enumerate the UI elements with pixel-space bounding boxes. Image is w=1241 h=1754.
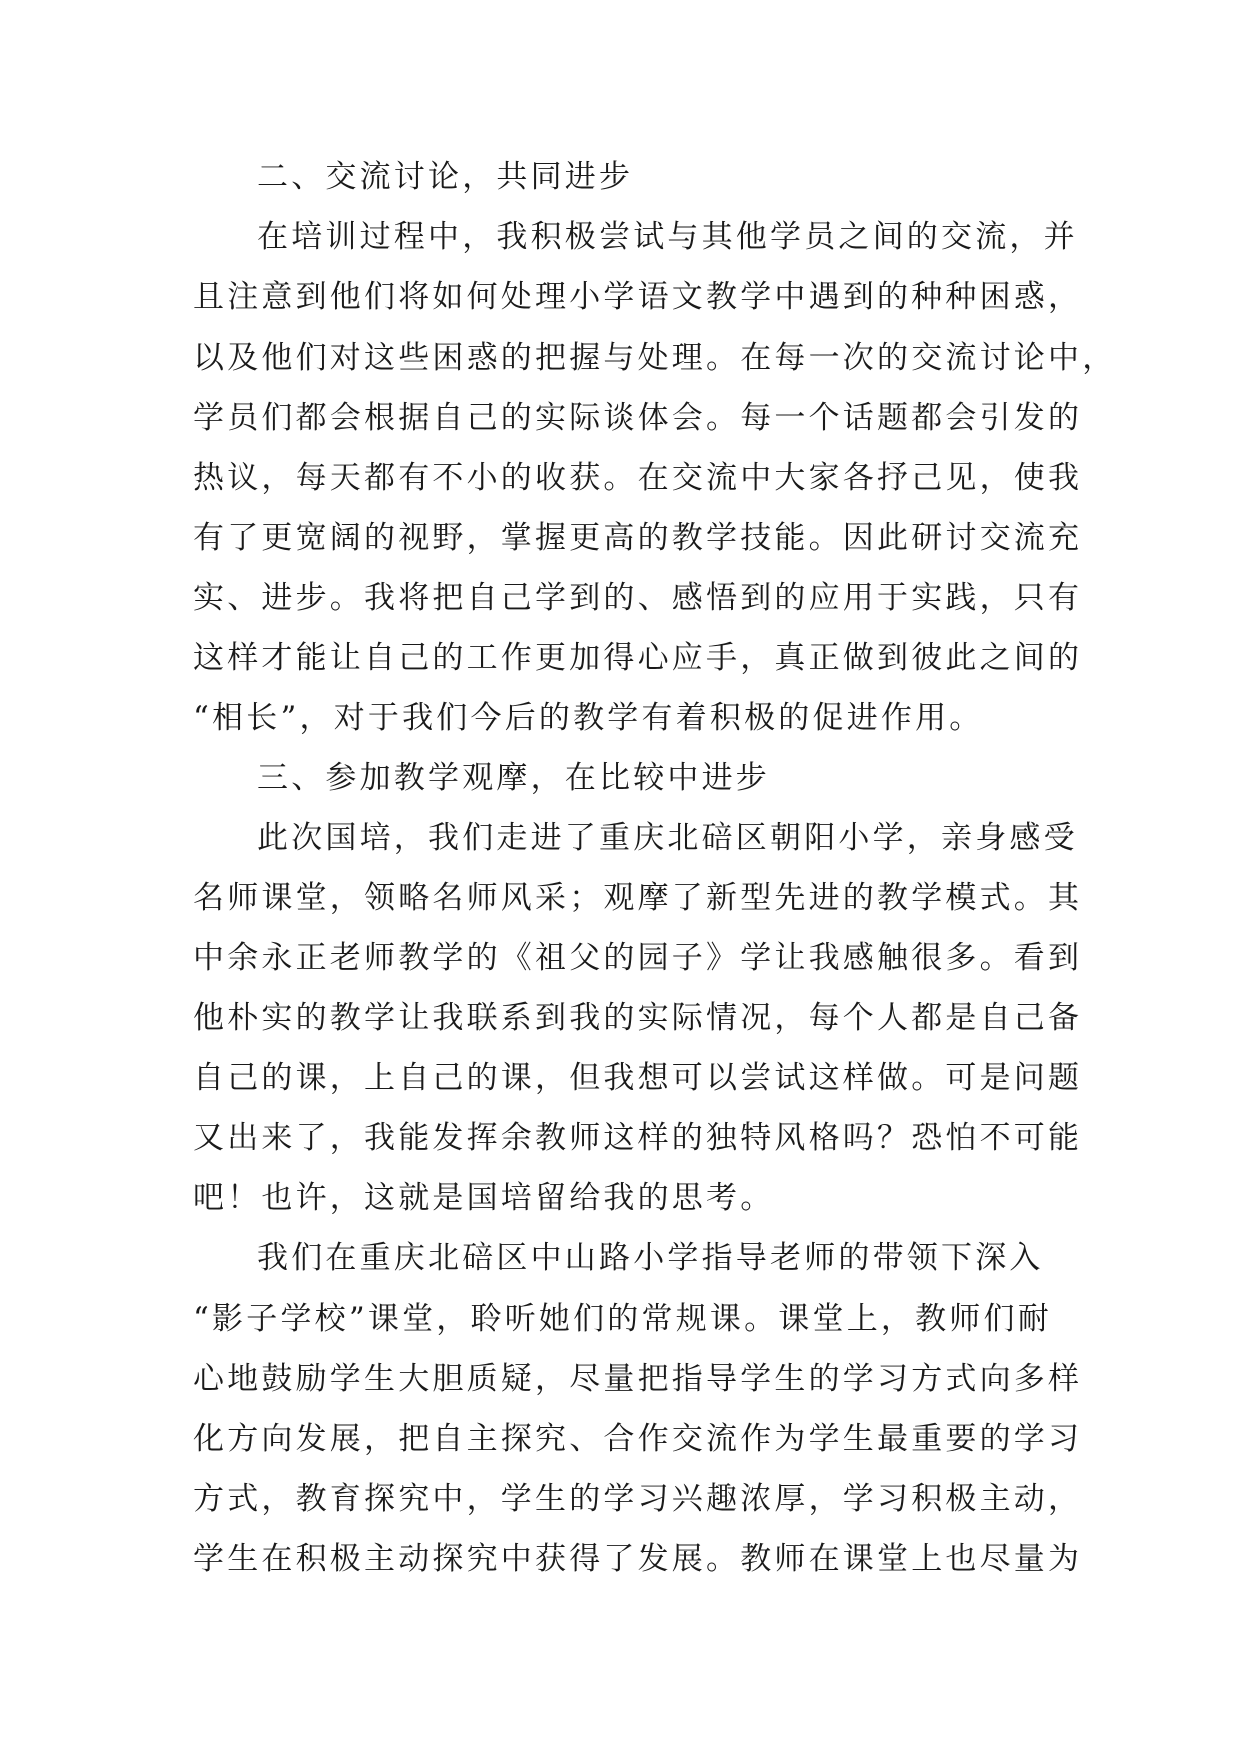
paragraph-line: 实、进步。我将把自己学到的、感悟到的应用于实践，只有 xyxy=(193,580,1083,616)
paragraph-line: 方式，教育探究中，学生的学习兴趣浓厚，学习积极主动， xyxy=(193,1481,1083,1517)
paragraph-line: 中余永正老师教学的《祖父的园子》学让我感触很多。看到 xyxy=(193,940,1083,976)
paragraph-line: 以及他们对这些困惑的把握与处理。在每一次的交流讨论中， xyxy=(193,340,1117,376)
paragraph-line: 这样才能让自己的工作更加得心应手，真正做到彼此之间的 xyxy=(193,640,1083,676)
paragraph-line: 又出来了，我能发挥余教师这样的独特风格吗？恐怕不可能 xyxy=(193,1120,1083,1156)
paragraph-line: 吧！也许，这就是国培留给我的思考。 xyxy=(193,1180,775,1216)
paragraph-line: 且注意到他们将如何处理小学语文教学中遇到的种种困惑， xyxy=(193,279,1083,315)
paragraph-line: 学生在积极主动探究中获得了发展。教师在课堂上也尽量为 xyxy=(193,1541,1083,1577)
paragraph-line: “相长”，对于我们今后的教学有着积极的促进作用。 xyxy=(193,700,984,736)
section-heading-2: 二、交流讨论，共同进步 xyxy=(257,159,634,195)
paragraph-line: 心地鼓励学生大胆质疑，尽量把指导学生的学习方式向多样 xyxy=(193,1361,1083,1397)
paragraph-line: 热议，每天都有不小的收获。在交流中大家各抒己见，使我 xyxy=(193,460,1083,496)
paragraph-line: 他朴实的教学让我联系到我的实际情况，每个人都是自己备 xyxy=(193,1000,1083,1036)
paragraph-line: 自己的课，上自己的课，但我想可以尝试这样做。可是问题 xyxy=(193,1060,1083,1096)
paragraph-line: 在培训过程中，我积极尝试与其他学员之间的交流，并 xyxy=(257,219,1078,255)
paragraph-line: 学员们都会根据自己的实际谈体会。每一个话题都会引发的 xyxy=(193,400,1083,436)
paragraph-line: 化方向发展，把自主探究、合作交流作为学生最重要的学习 xyxy=(193,1421,1083,1457)
paragraph-line: 此次国培，我们走进了重庆北碚区朝阳小学，亲身感受 xyxy=(257,820,1078,856)
paragraph-line: 有了更宽阔的视野，掌握更高的教学技能。因此研讨交流充 xyxy=(193,520,1083,556)
section-heading-3: 三、参加教学观摩，在比较中进步 xyxy=(257,760,770,796)
paragraph-line: “影子学校”课堂，聆听她们的常规课。课堂上，教师们耐 xyxy=(193,1301,1052,1337)
paragraph-line: 我们在重庆北碚区中山路小学指导老师的带领下深入 xyxy=(257,1240,1044,1276)
paragraph-line: 名师课堂，领略名师风采；观摩了新型先进的教学模式。其 xyxy=(193,880,1083,916)
